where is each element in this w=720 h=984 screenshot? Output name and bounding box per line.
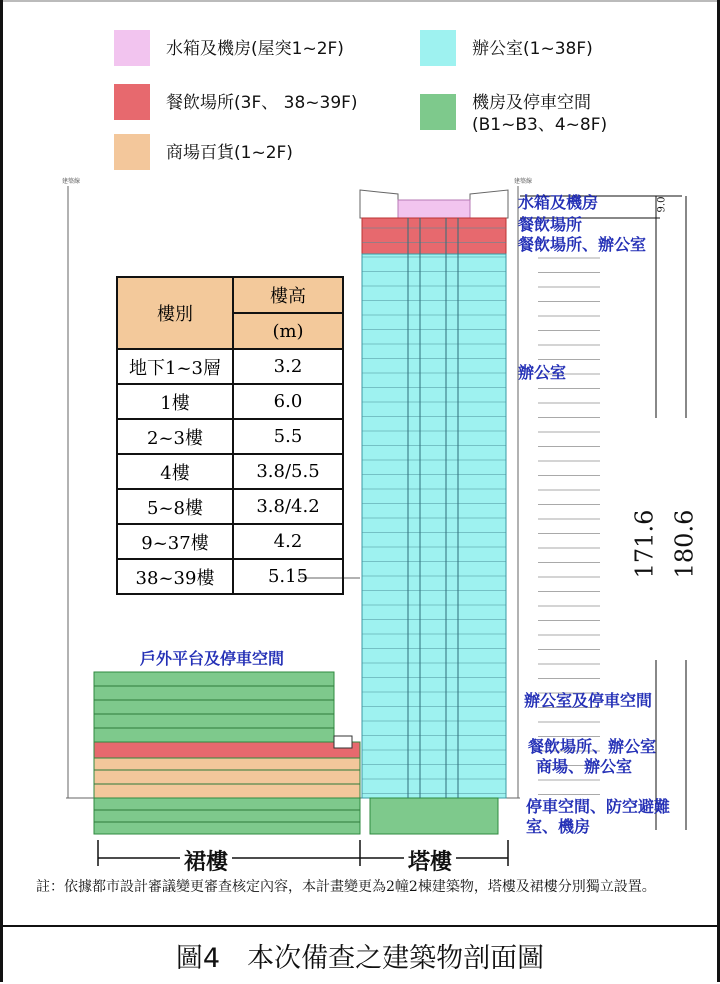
table-row xyxy=(117,349,343,384)
table-header-unit: (m) xyxy=(233,313,343,349)
tower-base-label: 塔樓 xyxy=(404,845,456,876)
table-row xyxy=(117,454,343,489)
table-cell-floor: 38~39樓 xyxy=(117,559,233,594)
right-datum-label: 建築線 xyxy=(514,178,533,185)
tower-roof-machine-room xyxy=(398,200,470,220)
label-parking-shelter: 停車空間、防空避難 xyxy=(526,797,671,816)
podium xyxy=(94,672,360,834)
table-cell-height: 3.8/4.2 xyxy=(233,489,343,524)
label-shelter-machine: 室、機房 xyxy=(526,817,591,836)
left-datum-label: 建築線 xyxy=(62,178,81,185)
table-cell-height: 3.2 xyxy=(233,349,343,384)
table-row xyxy=(117,419,343,454)
podium-roof-box xyxy=(334,736,352,748)
table-cell-floor: 地下1~3層 xyxy=(117,349,233,384)
podium-base-label: 裙樓 xyxy=(180,845,232,876)
table-cell-height: 5.15 xyxy=(233,559,343,594)
table-cell-floor: 2~3樓 xyxy=(117,419,233,454)
dimension-lines xyxy=(518,193,686,830)
level-ticks xyxy=(538,258,600,795)
table-row xyxy=(117,524,343,559)
legend-label-restaurant: 餐飲場所(3F、 38~39F) xyxy=(166,93,358,113)
label-restaurant: 餐飲場所 xyxy=(518,215,583,234)
footnote: 註：依據都市設計審議變更審查核定內容，本計畫變更為2幢2棟建築物，塔樓及裙樓分別獨立設置。 xyxy=(36,879,656,895)
table-cell-height: 4.2 xyxy=(233,524,343,559)
table-header-floor: 樓別 xyxy=(117,277,233,349)
table-cell-height: 5.5 xyxy=(233,419,343,454)
label-retail-office: 商場、辦公室 xyxy=(536,757,633,776)
figure-caption: 圖4 本次備查之建築物剖面圖 xyxy=(175,943,545,974)
table-header-height: 樓高 xyxy=(233,277,343,313)
table-cell-floor: 9~37樓 xyxy=(117,524,233,559)
label-roof-machine: 水箱及機房 xyxy=(518,193,599,212)
tower-basement xyxy=(370,798,498,834)
tower xyxy=(360,190,508,834)
label-office-parking: 辦公室及停車空間 xyxy=(524,691,653,710)
legend-label-roof: 水箱及機房(屋突1~2F) xyxy=(166,39,344,59)
tower-roof-right xyxy=(470,190,508,218)
table-cell-floor: 4樓 xyxy=(117,454,233,489)
legend-label-retail: 商場百貨(1~2F) xyxy=(166,143,293,163)
floor-height-table xyxy=(116,276,344,595)
table-row xyxy=(117,489,343,524)
legend-label-parking: 機房及停車空間 xyxy=(472,93,591,113)
dimension-180-6: 180.6 xyxy=(670,509,699,579)
podium-retail-block xyxy=(94,758,360,798)
podium-basement-block xyxy=(94,798,360,834)
legend-label-office: 辦公室(1~38F) xyxy=(472,39,593,59)
table-cell-floor: 1樓 xyxy=(117,384,233,419)
dimension-9: 9.0 xyxy=(656,196,668,213)
dimension-171-6: 171.6 xyxy=(630,509,659,579)
podium-restaurant-band xyxy=(94,742,360,758)
table-row xyxy=(117,384,343,419)
podium-parking-block xyxy=(94,672,334,742)
label-office: 辦公室 xyxy=(518,363,567,382)
tower-office-floors xyxy=(362,254,506,798)
table-cell-height: 3.8/5.5 xyxy=(233,454,343,489)
tower-roof-left xyxy=(360,190,398,218)
table-row xyxy=(117,559,343,594)
table-cell-height: 6.0 xyxy=(233,384,343,419)
tower-restaurant-floors xyxy=(362,218,506,254)
label-podium-roof: 戶外平台及停車空間 xyxy=(140,649,285,668)
label-restaurant-office: 餐飲場所、辦公室 xyxy=(518,235,647,254)
table-cell-floor: 5~8樓 xyxy=(117,489,233,524)
legend-label-parking-floors: (B1~B3、4~8F) xyxy=(472,115,608,135)
label-restaurant-office-lower: 餐飲場所、辦公室 xyxy=(528,737,657,756)
